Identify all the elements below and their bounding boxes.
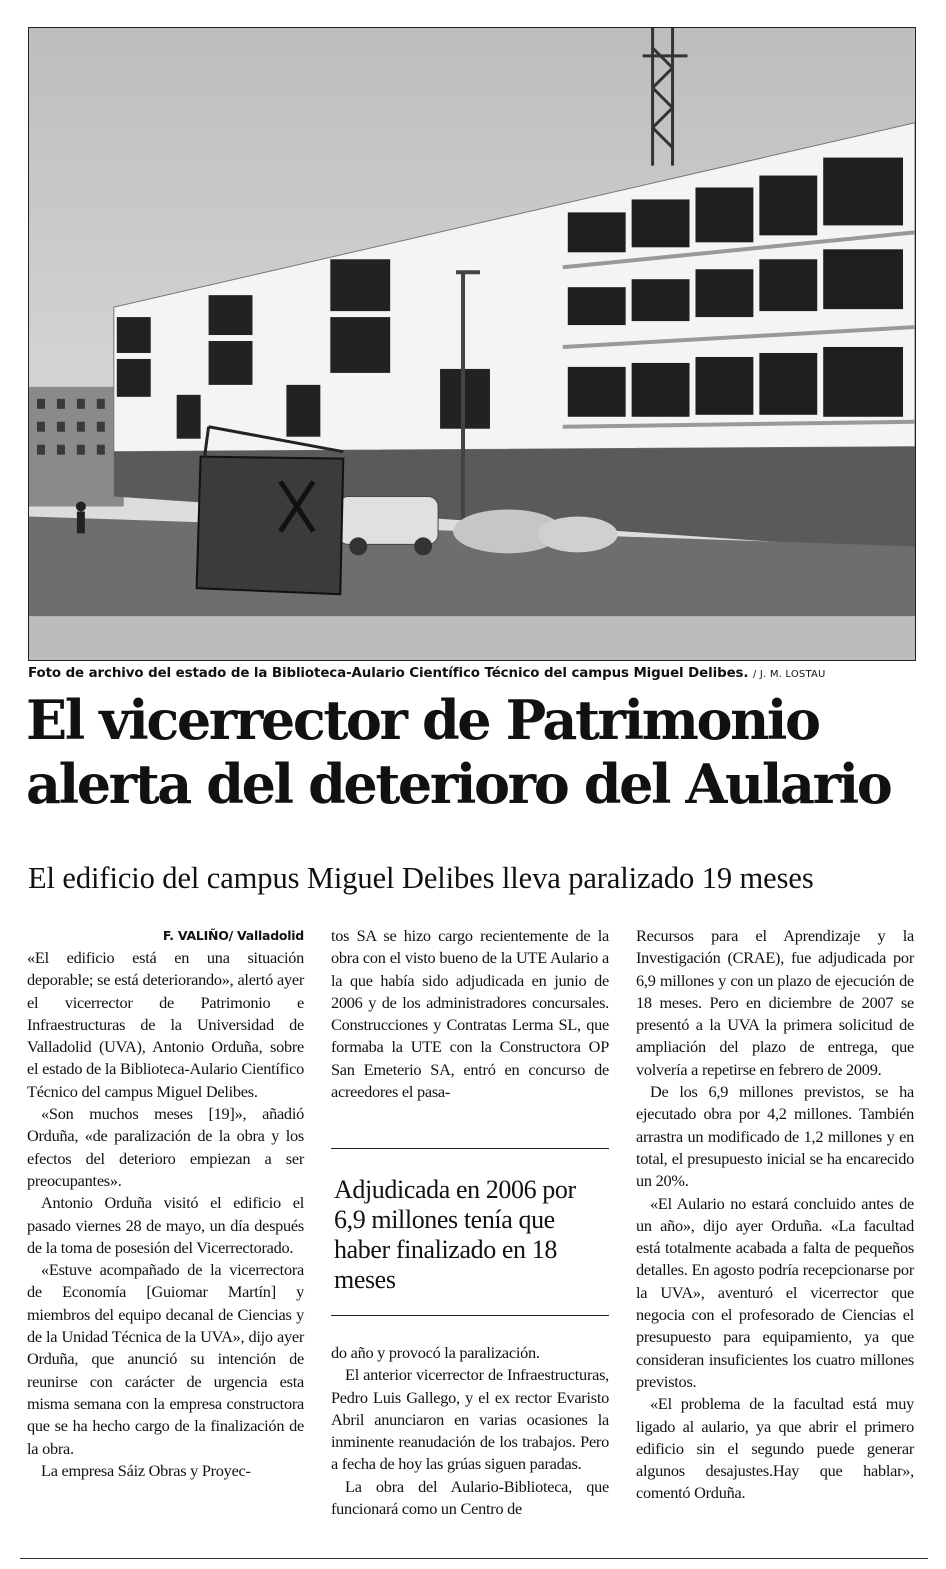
headline — [26, 688, 926, 816]
building-photo-illustration — [29, 28, 915, 660]
byline: F. VALIÑO/ Valladolid — [162, 928, 304, 943]
paragraph: «Estuve acompañado de la vicerrectora de Economía [Guiomar Martín] y miembros del equipo decanal de Ciencias y de la Unidad Técnica de la UVA», dijo ayer Orduña, que anunció su intención de reunirse con carácter de urgencia esta misma semana con la empresa constructora que se ha hecho cargo de la finalización de la obra. — [27, 1260, 304, 1458]
paragraph: «El edificio está en una situación deporable; se está deteriorando», alertó ayer el vicerrector de Patrimonio e Infraestructuras de la Universidad de Valladolid (UVA), Antonio Orduña, sobre el estado de la Biblioteca-Aulario Científico Técnico del campus Miguel Delibes. — [27, 948, 304, 1101]
photo-caption — [28, 666, 928, 681]
paragraph: tos SA se hizo cargo recientemente de la obra con el visto bueno de la UTE Aulario a la que había sido adjudicada en junio de 2006 y de los administradores concursales. Construcciones y Contratas Lerma SL, que formaba la UTE con la Constructora OP San Emeterio SA, entró en concurso de acreedores el pasa- — [331, 926, 609, 1102]
photo-caption-text: Foto de archivo del estado de la Biblioteca-Aulario Científico Técnico del campus Miguel Delibes. — [28, 666, 749, 681]
paragraph: La empresa Sáiz Obras y Proyec- — [41, 1460, 251, 1480]
paragraph: El anterior vicerrector de Infraestructuras, Pedro Luis Gallego, y el ex rector Evaristo Abril anunciaron en varias ocasiones la inminente reanudación de los trabajos. Pero a fecha de hoy las grúas siguen paradas. — [331, 1365, 609, 1474]
article-column-2-bottom — [331, 1342, 609, 1520]
paragraph: De los 6,9 millones previstos, se ha ejecutado obra por 4,2 millones. También arrastra un modificado de 1,2 millones y en total, el presupuesto inicial se ha encarecido un 20%. — [636, 1082, 914, 1191]
article-column-2-top — [331, 925, 609, 1103]
headline-line-2: alerta del deterioro del Aulario — [26, 752, 891, 816]
pull-quote-text: Adjudicada en 2006 por 6,9 millones tenía que haber finalizado en 18 meses — [334, 1175, 576, 1294]
paragraph: do año y provocó la paralización. — [331, 1343, 540, 1362]
photo-credit: / J. M. LOSTAU — [752, 669, 826, 680]
pull-quote — [331, 1148, 609, 1316]
paragraph: «El Aulario no estará concluido antes de un año», dijo ayer Orduña. «La facultad está totalmente acabada a falta de pequeños detalles. En agosto podría recepcionarse por la UVA», aventuró el vicerrector que negocia con el profesorado de Ciencias el presupuesto para equipamiento, ya que consideran insuficientes los cuatro millones previstos. — [636, 1193, 914, 1391]
headline-line-1: El vicerrector de Patrimonio — [26, 688, 819, 752]
paragraph: «Son muchos meses [19]», añadió Orduña, «de paralización de la obra y los efectos del deterioro empiezan a ser preocupantes». — [27, 1104, 304, 1190]
news-photo — [28, 27, 916, 661]
paragraph: «El problema de la facultad está muy ligado al aulario, ya que abrir el primero edificio sin el segundo puede generar algunos desajustes.Hay que hablar», comentó Orduña. — [636, 1394, 914, 1503]
paragraph: La obra del Aulario-Biblioteca, que funcionará como un Centro de — [331, 1476, 609, 1519]
article-column-1 — [27, 925, 304, 1482]
paragraph: Recursos para el Aprendizaje y la Investigación (CRAE), fue adjudicada por 6,9 millones y con un plazo de ejecución de 18 meses. Pero en diciembre de 2007 se presentó a la UVA la primera solicitud de ampliación del plazo de entrega, que volvería a repetirse en febrero de 2009. — [636, 926, 914, 1079]
subheadline: El edificio del campus Miguel Delibes lleva paralizado 19 meses — [28, 861, 814, 895]
bottom-rule — [20, 1558, 928, 1559]
article-column-3 — [636, 925, 914, 1505]
paragraph: Antonio Orduña visitó el edificio el pasado viernes 28 de mayo, un día después de la toma de posesión del Vicerrectorado. — [27, 1193, 304, 1257]
